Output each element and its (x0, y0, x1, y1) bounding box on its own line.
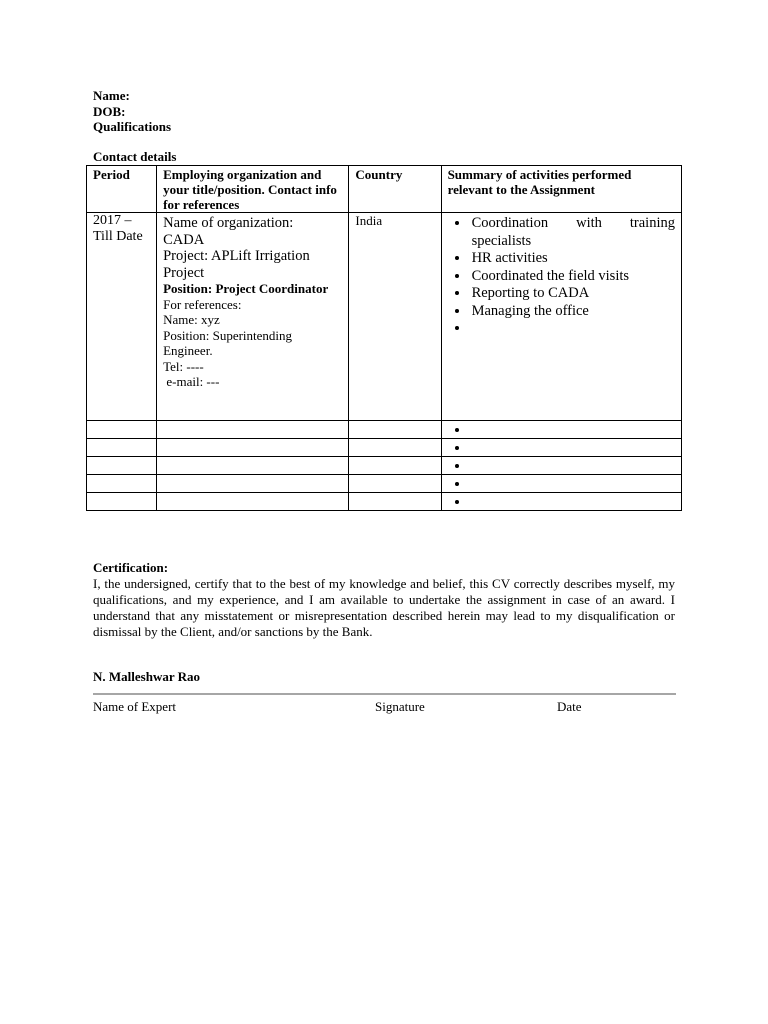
name-label: Name: (93, 88, 130, 103)
empty-bullet (470, 475, 675, 492)
activities-list (448, 213, 675, 338)
header-activities: Summary of activities performed relevant to the Assignment (441, 166, 681, 213)
activities-cell (441, 213, 681, 421)
signature-divider (93, 693, 676, 695)
reference-name: Name: xyz (163, 312, 220, 327)
period-start: 2017 – (93, 213, 132, 228)
certification-section (93, 560, 675, 640)
personal-header (93, 88, 171, 135)
reference-tel: Tel: ---- (163, 358, 204, 374)
table-row (87, 493, 682, 511)
certification-text: I, the undersigned, certify that to the best of my knowledge and belief, this CV correctly describes myself, my qualifications, and my experience, and I am available to undertake the assignment in case of an award. I understand that any misstatement or misrepresentation described herein may lead to my disqualification or dismissal by the Client, and/or sanctions by the Bank. (93, 576, 675, 639)
list-item (470, 320, 675, 338)
table-row (87, 457, 682, 475)
certification-title: Certification: (93, 560, 169, 575)
organization-cell (157, 213, 349, 421)
position: Position: Project Coordinator (163, 281, 329, 296)
table-header-row (87, 166, 682, 213)
activity-first-line: • Coordination with training (471, 215, 675, 231)
employment-table (86, 165, 682, 511)
header-country: Country (349, 166, 441, 213)
table-row (87, 475, 682, 493)
references-label: For references: (163, 296, 242, 312)
period-end: Till Date (93, 229, 143, 244)
name-of-expert-label: Name of Expert (93, 699, 177, 714)
table-row (87, 421, 682, 439)
period-cell (87, 213, 157, 421)
reference-position: Position: Superintending Engineer. (163, 327, 293, 358)
empty-bullet (470, 493, 675, 510)
org-name: CADA (163, 231, 205, 248)
date-label: Date (557, 699, 582, 714)
header-organization: Employing organization and your title/position. Contact info for references (157, 166, 349, 213)
empty-bullet (470, 457, 675, 474)
empty-bullet (470, 421, 675, 438)
reference-email: e-mail: --- (163, 374, 220, 389)
empty-bullet (470, 439, 675, 456)
signature-label: Signature (375, 699, 425, 714)
activity-continuation: specialists (471, 232, 532, 249)
dob-label: DOB: (93, 103, 126, 119)
list-item: • Reporting to CADA (470, 285, 675, 303)
table-row (87, 439, 682, 457)
table-row (87, 213, 682, 421)
list-item: • Coordinated the field visits (470, 268, 675, 286)
qualifications-label: Qualifications (93, 119, 172, 134)
expert-name: N. Malleshwar Rao (93, 669, 201, 684)
list-item (470, 215, 675, 250)
country-cell: India (349, 213, 441, 421)
org-name-label: Name of organization: (163, 215, 294, 231)
project: Project: APLift Irrigation Project (163, 248, 310, 281)
header-period: Period (87, 166, 157, 213)
list-item: • HR activities (470, 250, 675, 268)
list-item: • Managing the office (470, 303, 675, 321)
contact-details-label: Contact details (93, 149, 177, 164)
